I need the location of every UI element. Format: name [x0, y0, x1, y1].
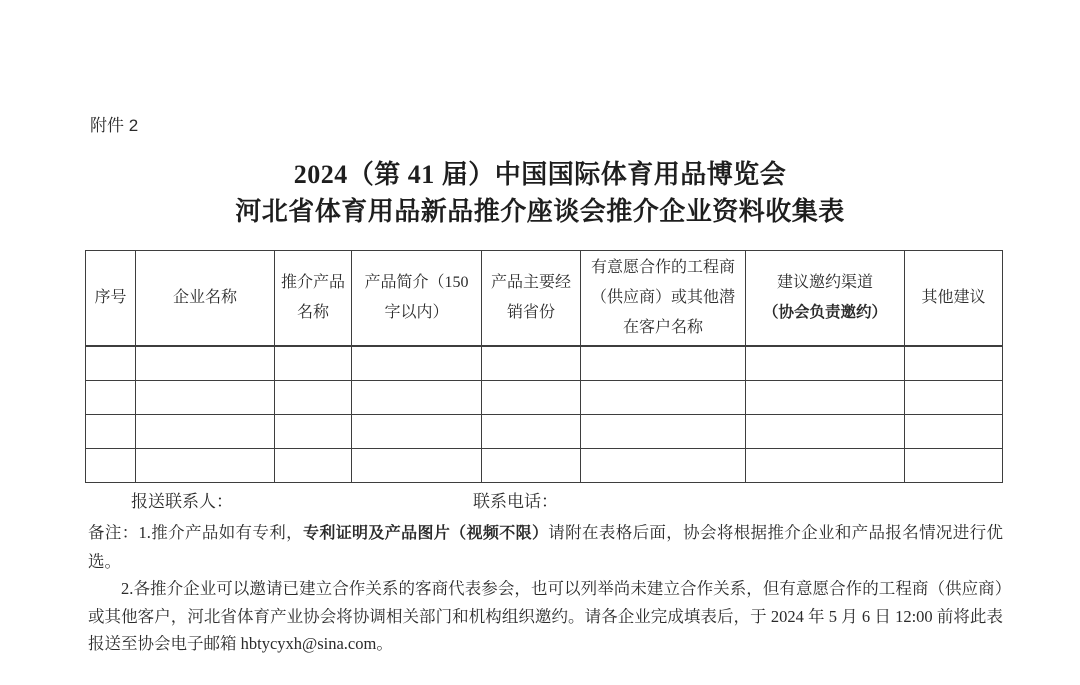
table-cell — [905, 414, 1003, 448]
table-cell — [86, 448, 136, 482]
table-cell — [581, 380, 746, 414]
table-row — [86, 414, 1003, 448]
table-cell — [136, 414, 275, 448]
table-cell — [581, 414, 746, 448]
table-cell — [905, 448, 1003, 482]
table-cell — [275, 414, 352, 448]
table-cell — [275, 448, 352, 482]
table-cell — [86, 346, 136, 380]
notes-section — [88, 519, 1003, 658]
col-header-serial: 序号 — [86, 251, 136, 347]
table-cell — [482, 380, 581, 414]
table-cell — [352, 414, 482, 448]
note1-segment-bold: 专利证明及产品图片（视频不限） — [302, 525, 549, 542]
form-table-wrap — [85, 250, 1003, 483]
phone-label: 联系电话： — [473, 492, 558, 511]
table-cell — [86, 380, 136, 414]
note-paragraph-1 — [88, 519, 1003, 575]
header-row — [86, 251, 1003, 347]
data-collection-table — [85, 250, 1003, 483]
table-cell — [746, 448, 905, 482]
table-cell — [275, 346, 352, 380]
table-row — [86, 448, 1003, 482]
table-cell — [746, 346, 905, 380]
table-cell — [352, 346, 482, 380]
table-row — [86, 380, 1003, 414]
invite-channel-line: 建议邀约渠道 — [776, 274, 873, 291]
invite-channel-bold-line: （协会负责邀约） — [762, 304, 887, 321]
col-header-product-intro: 产品简介（150 字以内） — [352, 251, 482, 347]
col-header-sales-provinces: 产品主要经销省份 — [482, 251, 581, 347]
table-cell — [136, 346, 275, 380]
attachment-label: 附件 2 — [90, 116, 139, 135]
document-title — [0, 156, 1080, 230]
col-header-product-name: 推介产品名称 — [275, 251, 352, 347]
col-header-other-suggestions: 其他建议 — [905, 251, 1003, 347]
table-cell — [352, 448, 482, 482]
table-body — [86, 346, 1003, 482]
table-cell — [136, 380, 275, 414]
title-line-2: 河北省体育用品新品推介座谈会推介企业资料收集表 — [235, 197, 845, 226]
col-header-potential-clients: 有意愿合作的工程商（供应商）或其他潜在客户名称 — [581, 251, 746, 347]
note1-segment-3: 请附在表格后面，协会将根据推介企业和产品报名情况进行优选。 — [88, 523, 1003, 571]
col-header-invite-channel — [746, 251, 905, 347]
table-cell — [905, 380, 1003, 414]
submitter-label: 报送联系人： — [131, 492, 233, 511]
table-cell — [482, 414, 581, 448]
title-line-1: 2024（第 41 届）中国国际体育用品博览会 — [293, 160, 787, 189]
table-row — [86, 346, 1003, 380]
note1-segment-1: 备注：1.推介产品如有专利， — [88, 523, 303, 542]
table-cell — [905, 346, 1003, 380]
table-cell — [86, 414, 136, 448]
table-cell — [581, 346, 746, 380]
col-header-company-name: 企业名称 — [136, 251, 275, 347]
table-cell — [581, 448, 746, 482]
note-paragraph-2 — [88, 575, 1003, 658]
table-cell — [136, 448, 275, 482]
table-cell — [746, 414, 905, 448]
table-cell — [746, 380, 905, 414]
table-cell — [482, 448, 581, 482]
table-cell — [352, 380, 482, 414]
table-cell — [482, 346, 581, 380]
note2-segment-1: 2.各推介企业可以邀请已建立合作关系的客商代表参会，也可以列举尚未建立合作关系，但有意愿合作的工程商（供应商）或其他客户，河北省体育产业协会将协调相关部门和机构组织邀约。请各企业完成填表后，于 2024 年 5 月 6 日 12:00 前将此表报送至协会电子邮箱 hbtycyxh@sina.com。 — [88, 579, 1003, 653]
table-cell — [275, 380, 352, 414]
